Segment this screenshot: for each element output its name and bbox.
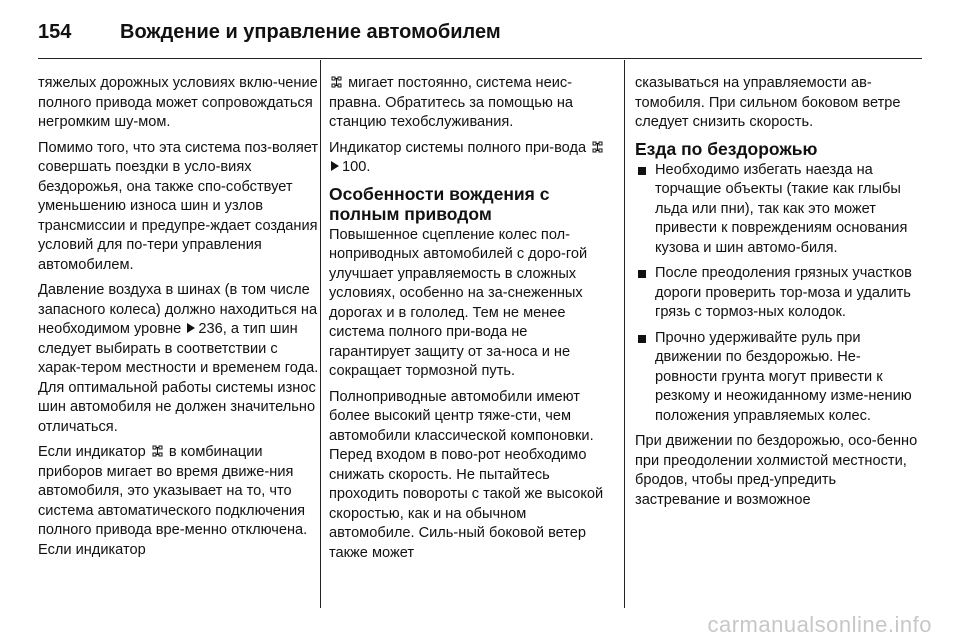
page-reference-arrow-icon xyxy=(331,161,339,171)
bullet-list xyxy=(635,161,921,427)
list-item: Необходимо избегать наезда на торчащие объекты (такие как глыбы льда или пни), так как это может привести к повреждениям основания кузова и шин автомо-биля. xyxy=(635,161,921,259)
paragraph: При движении по бездорожью, осо-бенно при преодолении холмистой местности, бродов, чтобы пред-упредить застревание и возможное xyxy=(635,433,918,508)
paragraph: Если индикатор в комбинации приборов мигает во время движе-ния автомобиля, это указывает на то, что система автоматического подключения полного привода вре-менно отключена. Если индикатор xyxy=(38,444,308,558)
paragraph: Помимо того, что эта система поз-воляет совершать поездки в усло-виях бездорожья, она также спо-собствует уменьшению износа шин и узлов трансмиссии и предупре-ждает создания условий для по-тери управления автомобилем. xyxy=(38,139,319,273)
awd-indicator-icon xyxy=(592,141,603,153)
paragraph: тяжелых дорожных условиях вклю-чение полного привода может сопровождаться негромким шу-мом. xyxy=(38,75,318,130)
paragraph: мигает постоянно, система неис-правна. Обратитесь за помощью на станцию техобслуживания. xyxy=(329,75,574,130)
bullet-square-icon xyxy=(638,167,646,175)
list-item: После преодоления грязных участков дороги проверить тор-моза и удалить грязь с тормоз-ных колодок. xyxy=(635,264,921,323)
watermark: carmanualsonline.info xyxy=(707,612,932,637)
section-heading: Езда по бездорожью xyxy=(635,138,818,159)
page-reference[interactable]: 100. xyxy=(342,159,371,175)
text-column-3 xyxy=(635,74,921,516)
page-header xyxy=(38,12,922,52)
header-divider xyxy=(38,58,922,59)
paragraph: Повышенное сцепление колес пол-ноприводных автомобилей с доро-гой улучшает управляемость в сложных условиях, особенно на за-снеженных дорогах и в гололед. Тем не менее система полного при-вода не гарантирует защиту от за-носа и не сокращает тормозной путь. xyxy=(329,226,588,379)
column-divider xyxy=(320,60,321,608)
list-item: Прочно удерживайте руль при движении по бездорожью. Не-ровности грунта могут привести к резкому и неожиданному изме-нению положения управляемых колес. xyxy=(635,329,921,427)
paragraph: сказываться на управляемости ав-томобиля. При сильном боковом ветре следует снизить скорость. xyxy=(635,75,901,130)
column-divider xyxy=(624,60,625,608)
page-title: Вождение и управление автомобилем xyxy=(120,20,501,43)
paragraph: Полноприводные автомобили имеют более высокий центр тяже-сти, чем автомобили классической компоновки. Перед входом в пово-рот необходимо снижать скорость. Не пытайтесь проходить повороты с такой же высокой скоростью, как и на обычном автомобиле. Силь-ный боковой ветер также может xyxy=(329,388,604,561)
page-reference-arrow-icon xyxy=(187,323,195,333)
paragraph: Индикатор системы полного при-вода 100. xyxy=(329,139,611,178)
awd-indicator-icon xyxy=(331,76,342,88)
page-reference[interactable]: 236 xyxy=(198,321,223,337)
page-number: 154 xyxy=(38,20,72,43)
bullet-square-icon xyxy=(638,270,646,278)
paragraph: Давление воздуха в шинах (в том числе запасного колеса) должно находиться на необходимом уровне 236, а тип шин следует выбирать в соответствии с харак-тером местности и временем года. Для оптимальной работы системы износ шин автомобиля не должен значительно отличаться. xyxy=(38,282,319,435)
text-column-2 xyxy=(329,74,611,569)
section-heading: Особенности вождения с полным приводом xyxy=(329,183,550,224)
text-column-1 xyxy=(38,74,320,566)
bullet-square-icon xyxy=(638,335,646,343)
awd-indicator-icon xyxy=(152,445,163,457)
